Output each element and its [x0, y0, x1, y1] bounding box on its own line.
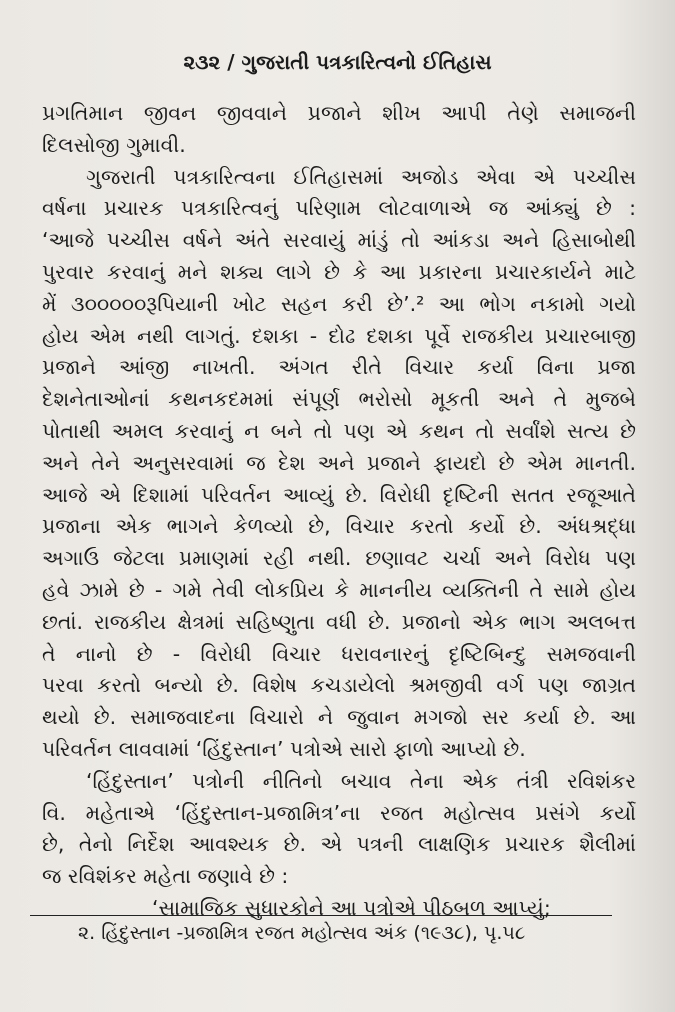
footnote: ૨. હિંદુસ્તાન -પ્રજામિત્ર રજત મહોત્સવ અંક (૧૯૩૮), પૃ.૫૮ — [78, 922, 526, 944]
text-line: મેં ૩૦૦૦૦૦રૂપિયાની ખોટ સહન કરી છે’.² આ ભોગ નકામો ગયો — [42, 291, 636, 316]
text-line: વિ. મહેતાએ ‘હિંદુસ્તાન-પ્રજામિત્ર’ના રજત મહોત્સવ પ્રસંગે કર્યો — [42, 800, 636, 825]
text-line: પુરવાર કરવાનું મને શક્ય લાગે છે કે આ પ્રકારના પ્રચારકાર્યને માટે — [42, 259, 636, 284]
text-line: આજે એ દિશામાં પરિવર્તન આવ્યું છે. વિરોધી દૃષ્ટિની સતત રજૂઆતે — [42, 482, 636, 507]
text-line: અગાઉ જેટલા પ્રમાણમાં રહી નથી. છણાવટ ચર્ચા અને વિરોધ પણ — [42, 546, 636, 571]
text-line: હવે ઝામે છે - ગમે તેવી લોકપ્રિય કે માનનીય વ્યક્તિની તે સામે હોય — [42, 577, 636, 602]
text-line: તે નાનો છે - વિરોધી વિચાર ધરાવનારનું દૃષ્ટિબિન્દુ સમજવાની — [42, 641, 636, 666]
paragraph-start-line: ‘હિંદુસ્તાન’ પત્રોની નીતિનો બચાવ તેના એક તંત્રી રવિશંકર — [86, 768, 636, 793]
text-line: દિલસોજી ગુમાવી. — [42, 132, 186, 157]
text-line: પ્રજાને આંજી નાખતી. અંગત રીતે વિચાર કર્યા વિના પ્રજા — [42, 355, 636, 380]
text-line: પરવા કરતો બન્યો છે. વિશેષ કચડાયેલો શ્રમજીવી વર્ગ પણ જાગ્રત — [42, 673, 636, 698]
text-line: પ્રગતિમાન જીવન જીવવાને પ્રજાને શીખ આપી તેણે સમાજની — [42, 101, 636, 125]
text-line: છે, તેનો નિર્દેશ આવશ્યક છે. એ પત્રની લાક્ષણિક પ્રચારક શૈલીમાં — [42, 832, 636, 857]
text-line: દેશનેતાઓનાં કથનકદમમાં સંપૂર્ણ ભરોસો મૂકતી અને તે મુજબે — [42, 387, 636, 412]
paragraph-start-line: ગુજરાતી પત્રકારિત્વના ઈતિહાસમાં અજોડ એવા એ પચ્ચીસ — [86, 164, 636, 189]
quote-line: ‘સામાજિક સુધારકોને આ પત્રોએ પીઠબળ આપ્યું; — [152, 895, 551, 920]
text-line: પ્રજાના એક ભાગને કેળવ્યો છે, વિચાર કરતો કર્યો છે. અંધશ્રદ્ધા — [42, 514, 636, 539]
text-line: જ રવિશંકર મહેતા જણાવે છે : — [42, 864, 289, 889]
text-line: હોય એમ નથી લાગતું. દશકા - દોઢ દશકા પૂર્વે રાજકીય પ્રચારબાજી — [42, 323, 636, 348]
text-line: પરિવર્તન લાવવામાં ‘હિંદુસ્તાન’ પત્રોએ સારો ફાળો આપ્યો છે. — [42, 736, 526, 761]
body-text — [42, 98, 636, 925]
text-line: ‘આજે પચ્ચીસ વર્ષને અંતે સરવાયું માંડું તો આંકડા અને હિસાબોથી — [42, 228, 636, 253]
page-header: ૨૩૨ / ગુજરાતી પત્રકારિત્વનો ઈતિહાસ — [183, 50, 492, 74]
text-line: છતાં. રાજકીય ક્ષેત્રમાં સહિષ્ણુતા વધી છે. પ્રજાનો એક ભાગ અલબત્ત — [42, 609, 636, 634]
text-line: વર્ષના પ્રચારક પત્રકારિત્વનું પરિણામ લોટવાળાએ જ આંક્યું છે : — [42, 196, 636, 221]
text-line: અને તેને અનુસરવામાં જ દેશ અને પ્રજાને ફાયદો છે એમ માનતી. — [42, 450, 636, 475]
text-line: પોતાથી અમલ કરવાનું ન બને તો પણ એ કથન તો સર્વાંશે સત્ય છે — [42, 418, 636, 443]
footnote-divider — [30, 915, 612, 916]
text-line: થયો છે. સમાજવાદના વિચારો ને જુવાન મગજો સર કર્યા છે. આ — [42, 705, 636, 730]
